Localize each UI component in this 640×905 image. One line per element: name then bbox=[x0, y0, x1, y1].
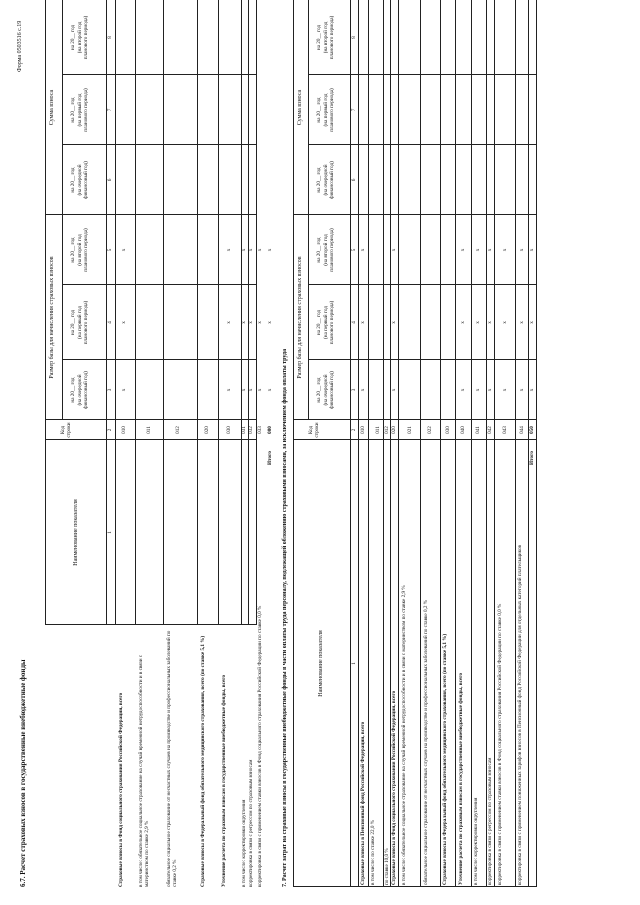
cell-text: 012 bbox=[384, 426, 390, 434]
cell-text: x bbox=[529, 321, 535, 324]
cell-text: x bbox=[391, 321, 397, 324]
cell-text: в том числе: корректировки округления bbox=[241, 799, 247, 887]
s1-colnum: 8 bbox=[107, 36, 113, 39]
cell-text: планового периода) bbox=[83, 228, 89, 272]
cell-text: обязательное социальное страхование от несчастных случаев на производстве и профессиональных заболеваний по ставке 0,2 % bbox=[166, 630, 179, 887]
s1-year-second-base bbox=[70, 215, 90, 285]
cell-text: 030 bbox=[226, 426, 232, 434]
cell-text: x bbox=[257, 321, 263, 324]
cell-text: на 20__ год bbox=[70, 167, 76, 193]
cell-text: планового периода) bbox=[329, 15, 335, 60]
cell-text: на 20__ год bbox=[316, 237, 322, 263]
cell-text: x bbox=[391, 248, 397, 252]
cell-text: x bbox=[502, 321, 508, 324]
cell-text: Итого bbox=[529, 451, 535, 465]
s2-colnum: 1 bbox=[351, 662, 357, 665]
s1-col-code: Код строки bbox=[60, 422, 73, 438]
cell-text: планового периода) bbox=[83, 15, 89, 60]
cell-text: x bbox=[502, 388, 508, 392]
cell-text: x bbox=[519, 388, 525, 392]
cell-text: x bbox=[487, 248, 493, 252]
s1-year-second-sum bbox=[70, 0, 90, 75]
cell-text: 022 bbox=[427, 426, 433, 434]
s2-year-first-base bbox=[316, 285, 336, 360]
s1-group-base: Размер базы для начисления страховых взносов bbox=[49, 256, 55, 379]
s2-colnum: 5 bbox=[351, 248, 357, 252]
cell-text: планового периода) bbox=[83, 88, 89, 132]
s1-colnum: 4 bbox=[107, 321, 113, 324]
cell-text: корректировка в связи с применением ставки взносов в Фонд социального страхования Российской Федерации по ставке 0,0 % bbox=[257, 605, 263, 887]
cell-text: корректировка в связи с регрессом по страховым взносам bbox=[248, 759, 254, 887]
cell-text: Итого bbox=[267, 451, 273, 465]
s1-year-cur-base bbox=[70, 360, 90, 420]
cell-text: на 20__ год bbox=[70, 97, 76, 123]
s2-col-indicator: Наименование показателя bbox=[318, 630, 324, 697]
s1-colnum: 6 bbox=[107, 178, 113, 182]
s1-colnum: 2 bbox=[107, 428, 113, 432]
cell-text: x bbox=[248, 388, 254, 392]
cell-text: в том числе: по ставке 22,0 % bbox=[370, 819, 376, 885]
cell-text: x bbox=[226, 388, 232, 392]
cell-text: на 20__ год bbox=[70, 377, 76, 403]
cell-text: x bbox=[460, 248, 466, 252]
cell-text: планового периода) bbox=[329, 300, 335, 345]
cell-text: x bbox=[241, 388, 247, 392]
cell-text: x bbox=[391, 388, 397, 392]
cell-text: (на очередной bbox=[322, 374, 329, 406]
s1-colnum: 7 bbox=[107, 108, 113, 112]
cell-text: x bbox=[121, 388, 127, 392]
cell-text: на 20__ год bbox=[316, 167, 322, 193]
cell-text: x bbox=[257, 388, 263, 392]
s2-year-second-base bbox=[316, 215, 336, 285]
cell-text: x bbox=[475, 248, 481, 252]
cell-text: x bbox=[529, 388, 535, 392]
cell-text: Страховые взносы в Фонд социального страхования Российской Федерации, всего bbox=[118, 692, 124, 887]
s2-group-base: Размер базы для начисления страховых взносов bbox=[297, 256, 303, 379]
cell-text: на 20__ год bbox=[70, 237, 76, 263]
s1-year-first-base bbox=[70, 285, 90, 360]
s1-group-sum: Сумма взноса bbox=[49, 89, 55, 126]
cell-text: x bbox=[460, 388, 466, 392]
cell-text: 011 bbox=[375, 426, 381, 434]
cell-text: x bbox=[519, 248, 525, 252]
cell-text: планового периода) bbox=[83, 300, 89, 345]
cell-text: 031 bbox=[241, 426, 247, 434]
cell-text: x bbox=[267, 248, 273, 252]
cell-text: планового периода) bbox=[329, 88, 335, 132]
cell-text: (на очередной bbox=[76, 164, 83, 196]
cell-text: на 20__ год bbox=[316, 24, 322, 51]
cell-text: x bbox=[519, 321, 525, 324]
cell-text: на 20__ год bbox=[70, 24, 76, 51]
s2-year-cur-base bbox=[316, 360, 336, 420]
s1-colnum: 1 bbox=[107, 531, 113, 534]
cell-text: (на первый год bbox=[76, 306, 83, 339]
section-1-title: 6.7. Расчет страховых взносов в государственные внебюджетные фонды bbox=[19, 659, 27, 887]
cell-text: 044 bbox=[519, 426, 525, 434]
s1-col-indicator: Наименование показателя bbox=[73, 499, 79, 566]
cell-text: (на второй год bbox=[76, 234, 83, 266]
cell-text: в том числе: корректировки округления bbox=[473, 797, 479, 885]
cell-text: на 20__ год bbox=[70, 309, 76, 336]
s1-year-first-sum bbox=[70, 75, 90, 145]
cell-text: 042 bbox=[487, 426, 493, 434]
s2-group-sum: Сумма взноса bbox=[297, 89, 303, 126]
cell-text: x bbox=[241, 321, 247, 324]
cell-text: x bbox=[226, 321, 232, 324]
cell-text: на 20__ год bbox=[316, 377, 322, 403]
cell-text: Страховые взносы в Фонд социального страхования Российской Федерации, всего bbox=[391, 690, 397, 885]
cell-text: 000 bbox=[267, 426, 273, 434]
s1-colnum: 5 bbox=[107, 248, 113, 252]
cell-text: 011 bbox=[146, 426, 152, 434]
cell-text: x bbox=[360, 248, 366, 252]
cell-text: (на очередной bbox=[76, 374, 83, 406]
s2-colnum: 4 bbox=[351, 321, 357, 324]
cell-text: 032 bbox=[248, 426, 254, 434]
s2-col-code: Код строки bbox=[308, 422, 321, 438]
cell-text: x bbox=[487, 388, 493, 392]
cell-text: (на очередной bbox=[322, 164, 329, 196]
cell-text: (на первый год bbox=[322, 93, 329, 127]
s2-colnum: 7 bbox=[351, 108, 357, 112]
cell-text: финансовый год) bbox=[83, 161, 89, 199]
cell-text: 020 bbox=[391, 426, 397, 434]
cell-text: 041 bbox=[475, 426, 481, 434]
cell-text: в том числе: обязательное социальное страхование на случай временной нетрудоспособности и в связи с материнством по ставке 2,9 % bbox=[401, 585, 407, 885]
cell-text: Страховые взносы в Федеральный фонд обязательного медицинского страхования, всего (по ставке 5,1 %) bbox=[200, 635, 206, 887]
section-2-title: 7. Расчет затрат на страховые взносы в государственные внебюджетные фонды в части оплаты труда персоналу, подлежащей обложению страховыми взносами, за исключением фонда оплаты труда bbox=[282, 348, 288, 887]
s2-colnum: 2 bbox=[351, 428, 357, 432]
cell-text: (на второй год bbox=[322, 21, 329, 54]
cell-text: x bbox=[475, 388, 481, 392]
cell-text: x bbox=[241, 248, 247, 252]
s1-col-code-header bbox=[60, 420, 72, 440]
cell-text: 043 bbox=[502, 426, 508, 434]
cell-text: на 20__ год bbox=[316, 97, 322, 123]
s1-year-cur-sum bbox=[70, 145, 90, 215]
cell-text: (на второй год bbox=[76, 21, 83, 54]
s2-year-first-sum bbox=[316, 75, 336, 145]
cell-text: x bbox=[529, 248, 535, 252]
cell-text: x bbox=[267, 321, 273, 324]
cell-text: финансовый год) bbox=[329, 161, 335, 199]
cell-text: 030 bbox=[445, 426, 451, 434]
cell-text: 010 bbox=[360, 426, 366, 434]
cell-text: Уточнение расчета по страховым взносам в государственные внебюджетные фонды, всего bbox=[221, 674, 227, 887]
cell-text: x bbox=[360, 388, 366, 392]
cell-text: (на первый год bbox=[322, 306, 329, 339]
cell-text: x bbox=[487, 321, 493, 324]
cell-text: x bbox=[475, 321, 481, 324]
cell-text: 010 bbox=[121, 426, 127, 434]
cell-text: x bbox=[226, 248, 232, 252]
cell-text: Страховые взносы в Пенсионный фонд Российской Федерации, всего bbox=[360, 721, 366, 885]
cell-text: 033 bbox=[257, 426, 263, 434]
s2-year-cur-sum bbox=[316, 145, 336, 215]
cell-text: по ставке 10,0 % bbox=[384, 848, 390, 885]
cell-text: 021 bbox=[407, 426, 413, 434]
cell-text: корректировка в связи с регрессом по страховым взносам bbox=[487, 757, 493, 885]
s2-colnum: 6 bbox=[351, 178, 357, 182]
s2-year-second-sum bbox=[316, 0, 336, 75]
form-number: Форма 0503516 с.19 bbox=[17, 20, 23, 72]
cell-text: x bbox=[257, 248, 263, 252]
s1-colnum: 3 bbox=[107, 388, 113, 392]
s2-colnum: 3 bbox=[351, 388, 357, 392]
cell-text: x bbox=[460, 321, 466, 324]
cell-text: x bbox=[121, 321, 127, 324]
cell-text: в том числе: обязательное социальное страхование на случай временной нетрудоспособности и в связи с материнством по ставке 2,9 % bbox=[138, 654, 151, 887]
cell-text: финансовый год) bbox=[83, 371, 89, 409]
cell-text: 050 bbox=[529, 426, 535, 434]
cell-text: корректировка в связи с применением пониженных тарифов взносов в Пенсионный фонд Российской Федерации для отдельных категорий плательщиков bbox=[517, 544, 523, 885]
s2-col-code-header bbox=[308, 420, 320, 440]
cell-text: обязательное социальное страхование от несчастных случаев на производстве и профессиональных заболеваний по ставке 0,2 % bbox=[423, 599, 429, 885]
cell-text: корректировка в связи с применением ставки взносов в Фонд социального страхования Российской Федерации по ставке 0,0 % bbox=[497, 603, 503, 885]
cell-text: x bbox=[121, 248, 127, 252]
cell-text: 020 bbox=[204, 426, 210, 434]
cell-text: x bbox=[267, 388, 273, 392]
cell-text: x bbox=[360, 321, 366, 324]
cell-text: финансовый год) bbox=[329, 371, 335, 409]
cell-text: x bbox=[248, 248, 254, 252]
cell-text: Уточнение расчета по страховым взносам в государственные внебюджетные фонды, всего bbox=[458, 672, 464, 885]
cell-text: (на первый год bbox=[76, 93, 83, 127]
cell-text: 012 bbox=[175, 426, 181, 434]
s2-colnum: 8 bbox=[351, 36, 357, 39]
cell-text: (на второй год bbox=[322, 234, 329, 266]
cell-text: 040 bbox=[460, 426, 466, 434]
cell-text: на 20__ год bbox=[316, 309, 322, 336]
cell-text: x bbox=[502, 248, 508, 252]
cell-text: планового периода) bbox=[329, 228, 335, 272]
cell-text: Страховые взносы в Федеральный фонд обязательного медицинского страхования, всего (по ставке 5,1 %) bbox=[442, 633, 448, 885]
cell-text: x bbox=[248, 321, 254, 324]
